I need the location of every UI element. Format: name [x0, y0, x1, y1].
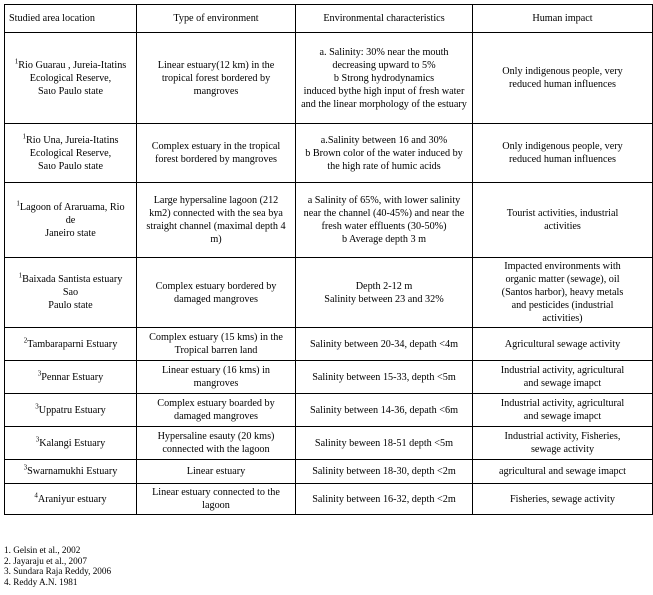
cell-characteristics: Salinity between 20-34, depath <4m — [296, 328, 473, 361]
estuary-table — [4, 4, 653, 515]
cell-impact: Industrial activity, agricultural and sewage imapct — [473, 394, 653, 427]
cell-location — [5, 484, 137, 515]
reference-item: 1. Gelsin et al., 2002 — [4, 545, 81, 555]
cell-environment: Large hypersaline lagoon (212 km2) connected with the sea bya straight channel (maximal depth 4 m) — [137, 183, 296, 258]
cell-location — [5, 361, 137, 394]
header-impact: Human impact — [473, 5, 653, 33]
location-text: Uppatru Estuary — [38, 404, 106, 416]
reference-marker: 3 — [37, 369, 42, 378]
reference-marker: 1 — [14, 57, 19, 66]
location-text: Lagoon of Araruama, Rio de Janeiro state — [19, 201, 125, 239]
header-environment: Type of environment — [137, 5, 296, 33]
cell-environment: Complex estuary (15 kms) in the Tropical barren land — [137, 328, 296, 361]
header-characteristics: Environmental characteristics — [296, 5, 473, 33]
cell-characteristics: Salinity between 14-36, depath <6m — [296, 394, 473, 427]
reference-marker: 2 — [23, 336, 28, 345]
location-text: Rio Una, Jureia-Itatins Ecological Reserve, Saιo Paulo state — [25, 134, 119, 172]
cell-characteristics: Salinity between 15-33, depth <5m — [296, 361, 473, 394]
table-row — [5, 258, 653, 328]
reference-item: 2. Jayaraju et al., 2007 — [4, 555, 87, 566]
reference-item: 4. Reddy A.N. 1981 — [4, 576, 78, 587]
cell-characteristics: a.Salinity between 16 and 30% b Brown color of the water induced by the high rate of humic acids — [296, 124, 473, 183]
cell-characteristics: Salinity between 16-32, depth <2m — [296, 484, 473, 515]
table-row — [5, 124, 653, 183]
cell-impact: Tourist activities, industrial activities — [473, 183, 653, 258]
table-row — [5, 328, 653, 361]
reference-item: 3. Sundara Raja Reddy, 2006 — [4, 566, 112, 576]
cell-impact: Only indigenous people, very reduced human influences — [473, 124, 653, 183]
table-row — [5, 183, 653, 258]
cell-environment: Complex estuary in the tropical forest bordered by mangroves — [137, 124, 296, 183]
table-row — [5, 460, 653, 484]
cell-environment: Complex estuary boarded by damaged mangroves — [137, 394, 296, 427]
location-text: Araniyur estuary — [37, 493, 107, 505]
cell-impact: Only indigenous people, very reduced human influences — [473, 33, 653, 124]
table-row — [5, 394, 653, 427]
cell-environment: Linear estuary (16 kms) in mangroves — [137, 361, 296, 394]
cell-characteristics: a. Salinity: 30% near the mouth decreasing upward to 5% b Strong hydrodynamics induced bythe high input of fresh water and the linear morphology of the estuary — [296, 33, 473, 124]
location-text: Kalangi Estuary — [39, 437, 106, 449]
cell-impact: Impacted environments with organic matter (sewage), oil (Santos harbor), heavy metals and pesticides (industrial activities) — [473, 258, 653, 328]
header-location: Studied area location — [5, 5, 137, 33]
location-text: Swarnamukhi Estuary — [27, 466, 118, 477]
cell-location — [5, 427, 137, 460]
header-row — [5, 5, 653, 33]
table-row — [5, 427, 653, 460]
table-row — [5, 33, 653, 124]
cell-characteristics: Salinity between 18-30, depth <2m — [296, 460, 473, 484]
cell-characteristics: Salinity beween 18-51 depth <5m — [296, 427, 473, 460]
reference-marker: 1 — [22, 132, 26, 141]
cell-location — [5, 258, 137, 328]
reference-marker: 3 — [35, 402, 39, 411]
cell-location — [5, 33, 137, 124]
reference-marker: 1 — [16, 199, 20, 208]
cell-impact: Fisheries, sewage activity — [473, 484, 653, 515]
cell-location — [5, 460, 137, 484]
cell-location — [5, 328, 137, 361]
table-row — [5, 484, 653, 515]
cell-environment: Linear estuary(12 km) in the tropical forest bordered by mangroves — [137, 33, 296, 124]
reference-marker: 4 — [34, 491, 38, 500]
cell-environment: Hypersaline esauty (20 kms) connected with the lagoon — [137, 427, 296, 460]
location-text: Rio Guarau , Jureia-Itatins Ecological Reserve, Saιo Paulo state — [18, 59, 127, 97]
location-text: Pennar Estuary — [41, 371, 104, 383]
location-text: Baixada Santista estuary Sao Paulo state — [22, 274, 123, 311]
reference-marker: 3 — [23, 463, 28, 472]
reference-marker: 3 — [35, 435, 40, 444]
cell-environment: Linear estuary connected to the lagoon — [137, 484, 296, 515]
cell-environment: Linear estuary — [137, 460, 296, 484]
references-list — [4, 545, 111, 587]
cell-location — [5, 394, 137, 427]
reference-marker: 1 — [18, 271, 23, 280]
cell-impact: Agricultural sewage activity — [473, 328, 653, 361]
cell-environment: Complex estuary bordered by damaged mangroves — [137, 258, 296, 328]
cell-location — [5, 183, 137, 258]
table-row — [5, 361, 653, 394]
location-text: Tambaraparni Estuary — [27, 338, 118, 350]
cell-characteristics: a Salinity of 65%, with lower salinity near the channel (40-45%) and near the fresh water effluents (30-50%) b Average depth 3 m — [296, 183, 473, 258]
cell-impact: Industrial activity, agricultural and sewage imapct — [473, 361, 653, 394]
cell-location — [5, 124, 137, 183]
cell-impact: agricultural and sewage imapct — [473, 460, 653, 484]
cell-impact: Industrial activity, Fisheries, sewage activity — [473, 427, 653, 460]
cell-characteristics: Depth 2-12 m Salinity between 23 and 32% — [296, 258, 473, 328]
